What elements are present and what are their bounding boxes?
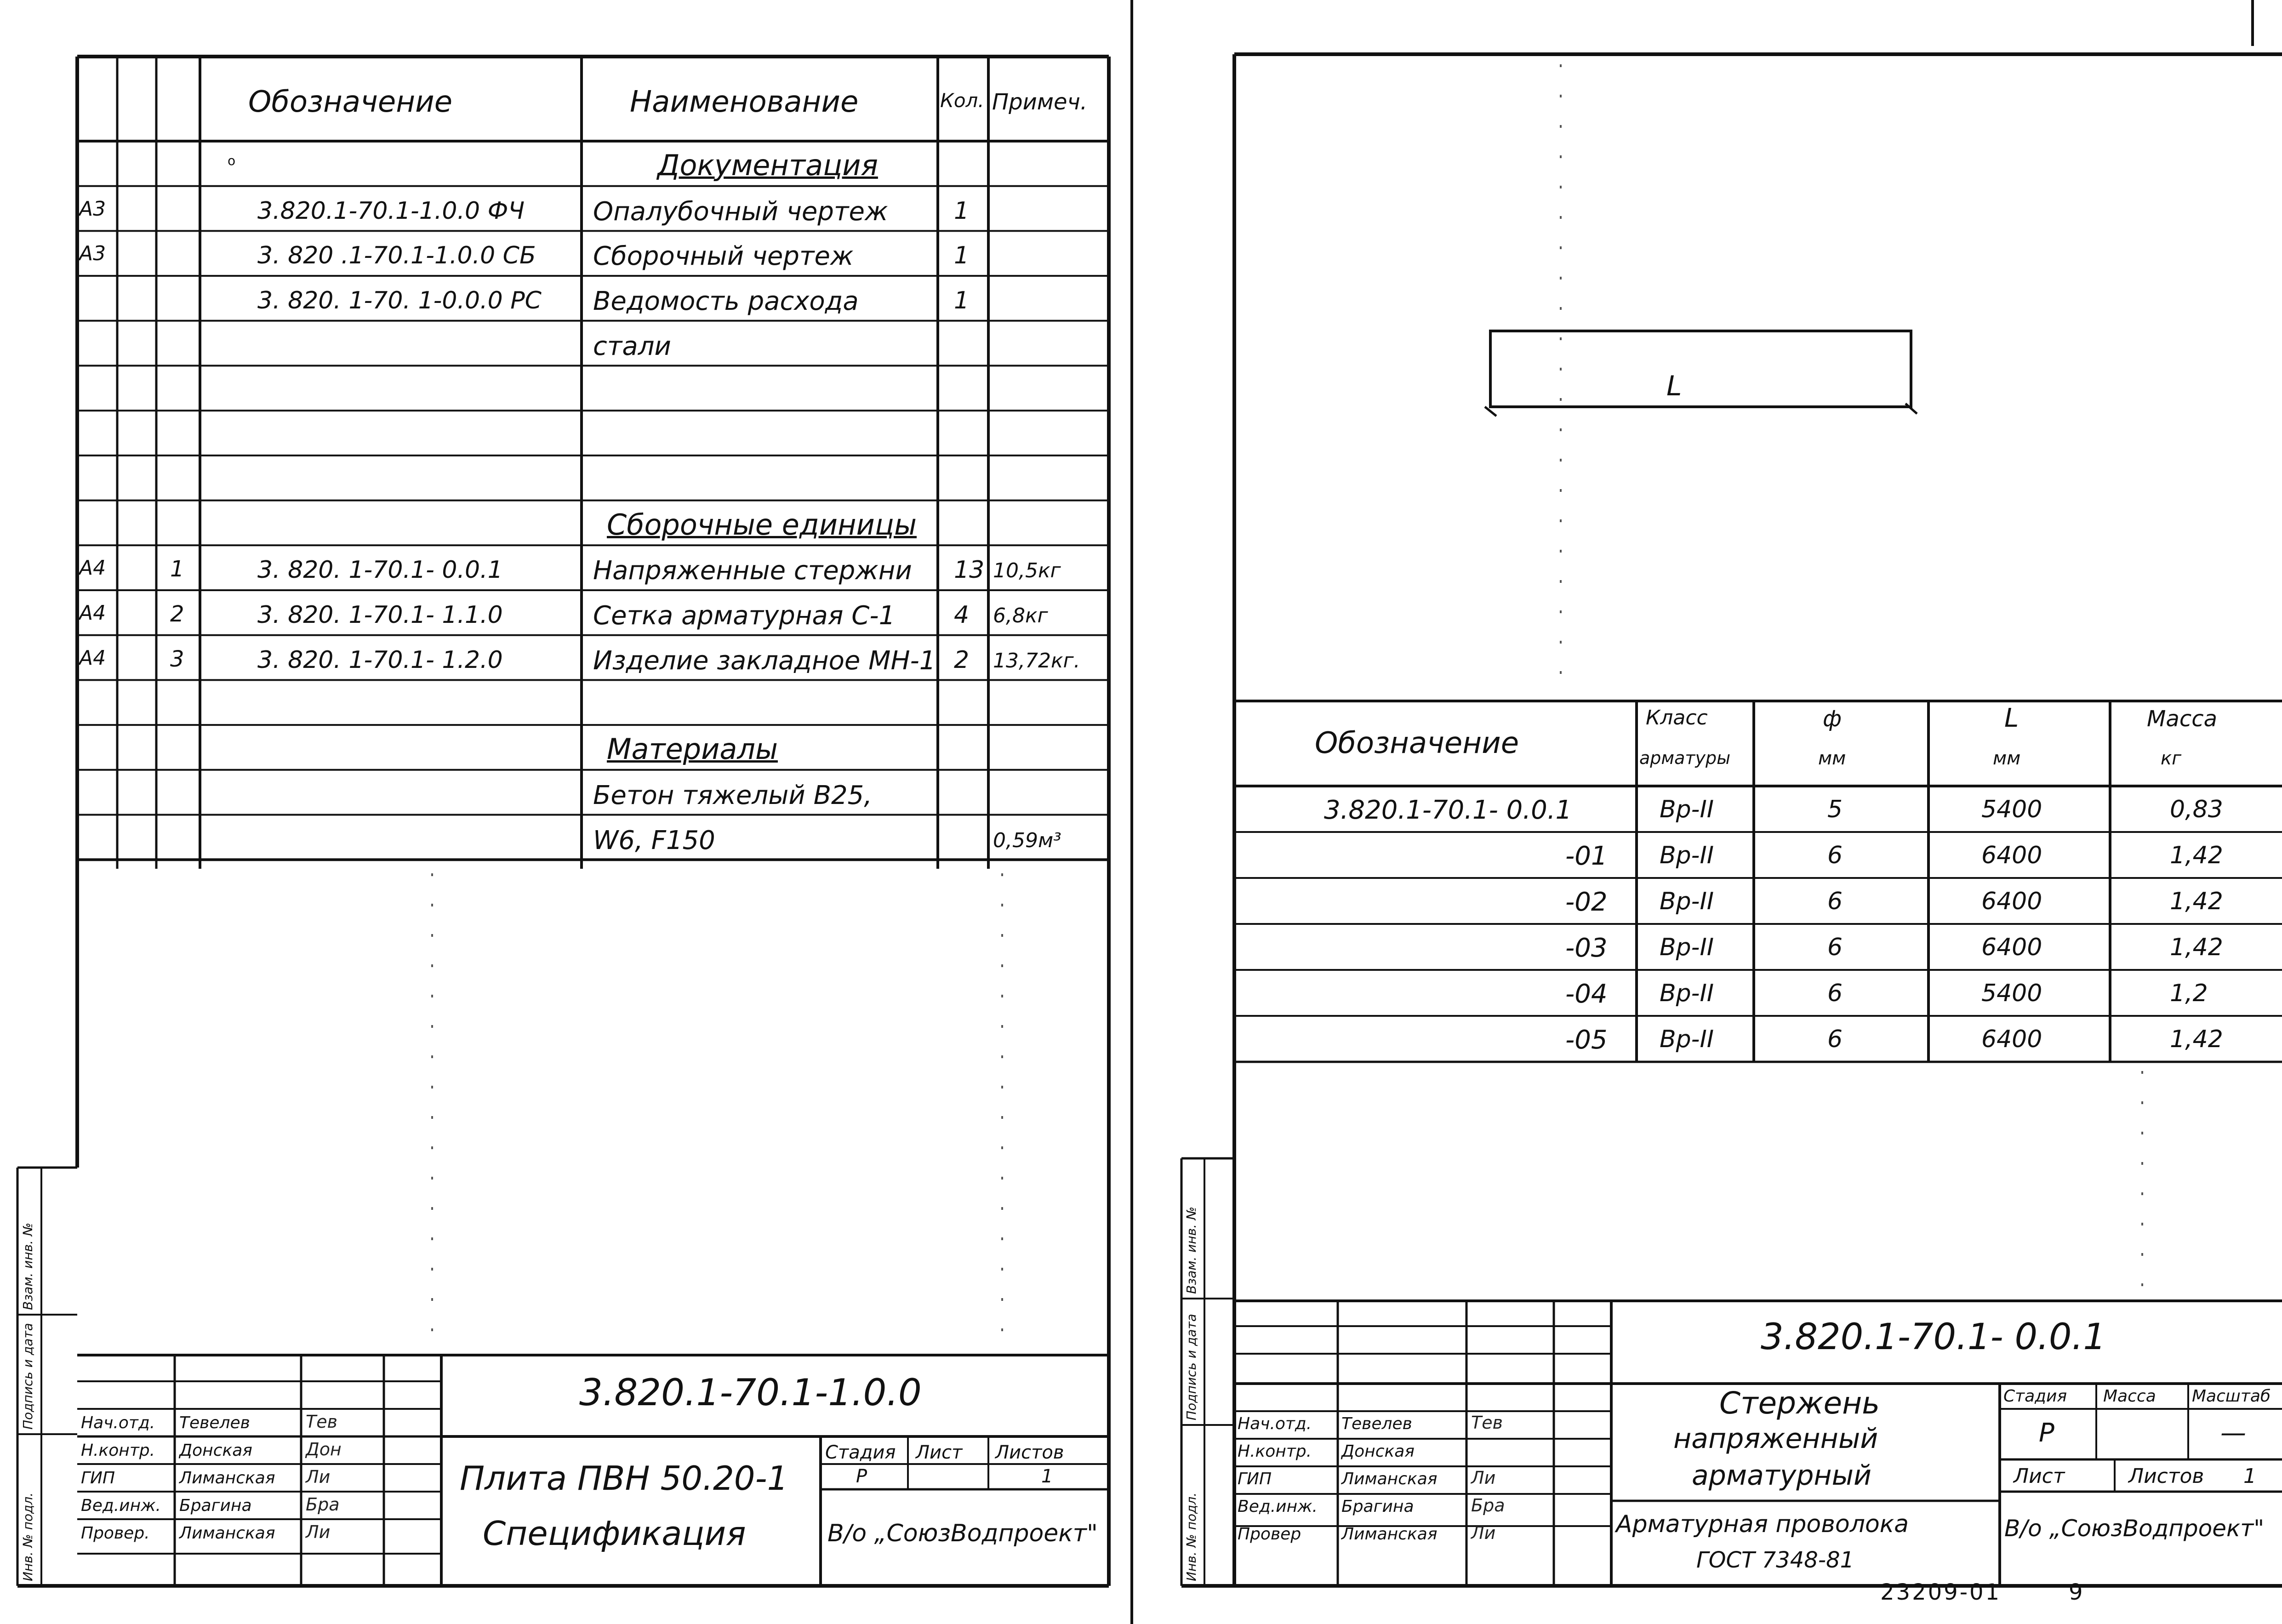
row-name: стали [593,331,671,361]
rod-length: 6400 [1981,1026,2042,1053]
right-sheets-value: 1 [2243,1464,2256,1488]
right-org: В/о „СоюзВодпроект" [2004,1515,2265,1542]
person-signature: Бра [1471,1495,1505,1516]
left-org: В/о „СоюзВодпроект" [827,1520,1098,1547]
rt-header-mass1: Масса [2147,706,2218,732]
rt-header-diam1: ф [1823,706,1842,732]
section-title: Сборочные единицы [607,507,917,541]
row-position: 1 [170,556,184,582]
header-qty: Кол. [940,89,984,112]
right-mass-label: Масса [2103,1387,2156,1406]
person-signature: Ли [306,1522,331,1542]
row-designation: 3. 820. 1-70.1- 1.1.0 [257,601,503,629]
right-material-line2: ГОСТ 7348-81 [1696,1547,1854,1573]
right-stage-label: Стадия [2003,1387,2067,1406]
row-format: А4 [79,556,106,580]
row-name: Ведомость расхода [593,286,859,317]
rt-header-designation: Обозначение [1315,726,1519,760]
side-stamp-swap: Взам. инв. № [20,1222,35,1310]
row-name: Сетка арматурная С-1 [593,601,896,631]
header-name: Наименование [630,85,859,119]
right-scale-value: — [2220,1418,2246,1448]
row-designation: 3. 820. 1-70. 1-0.0.0 РС [257,287,542,315]
rt-header-len2: мм [1993,748,2021,769]
rod-length: 6400 [1981,842,2042,869]
rod-mass: 1,42 [2170,1026,2223,1053]
rod-class: Вр-II [1660,842,1714,869]
row-format: А4 [79,601,106,625]
rod-diameter: 6 [1827,980,1843,1007]
header-designation: Обозначение [248,85,453,119]
rod-diameter: 5 [1827,796,1843,823]
person-role: Н.контр. [1238,1442,1312,1461]
person-name: Тевелев [179,1413,250,1432]
rod-class: Вр-II [1660,796,1714,823]
row-format: А4 [79,646,106,670]
r-side-stamp-swap: Взам. инв. № [1184,1206,1199,1294]
small-mark: o [228,153,236,168]
rod-designation: -05 [1565,1025,1608,1055]
rod-class: Вр-II [1660,888,1714,915]
person-role: Провер [1238,1525,1301,1544]
rt-header-len1: L [2004,703,2019,733]
row-position: 3 [170,646,184,672]
rt-header-class1: Класс [1646,706,1708,729]
rod-class: Вр-II [1660,934,1714,961]
person-name: Тевелев [1341,1414,1412,1433]
rod-mass: 1,2 [2170,980,2208,1007]
section-title: Документация [657,148,878,182]
right-sheets-label: Листов [2128,1464,2204,1488]
person-role: ГИП [81,1469,115,1487]
person-name: Лиманская [1341,1470,1438,1488]
rod-diameter: 6 [1827,1026,1843,1053]
row-designation: 3. 820 .1-70.1-1.0.0 СБ [257,242,536,270]
rod-designation: -03 [1565,933,1608,963]
left-title-line1: Плита ПВН 50.20-1 [460,1459,788,1498]
person-role: Нач.отд. [81,1413,155,1432]
rod-diameter: 6 [1827,888,1843,915]
left-sheets-value: 1 [1041,1466,1053,1487]
person-name: Лиманская [179,1524,275,1543]
person-signature: Ли [1471,1523,1496,1543]
person-role: ГИП [1238,1470,1272,1488]
row-position: 2 [170,601,184,627]
person-role: Вед.инж. [1238,1497,1318,1516]
row-note: 6,8кг [993,604,1048,627]
page-number: 9 [2069,1579,2083,1605]
row-qty: 4 [954,601,970,629]
rt-header-diam2: мм [1818,748,1846,769]
row-name: Опалубочный чертеж [593,196,888,227]
side-stamp-sign: Подпись и дата [20,1323,35,1430]
person-signature: Ли [306,1467,331,1487]
dimension-label: L [1666,370,1682,402]
person-name: Лиманская [179,1469,275,1487]
rt-header-mass2: кг [2161,748,2182,769]
row-name: Изделие закладное МН-1 [593,645,936,676]
side-stamp-inv: Инв. № подл. [20,1492,35,1581]
left-sheet-label: Лист [916,1442,963,1463]
person-role: Вед.инж. [81,1496,161,1515]
person-signature: Дон [306,1439,342,1459]
rod-designation: -04 [1565,979,1608,1009]
rod-designation: 3.820.1-70.1- 0.0.1 [1324,795,1572,825]
right-stage-value: Р [2039,1418,2054,1448]
right-doc-code: 3.820.1-70.1- 0.0.1 [1761,1316,2106,1358]
row-designation: 3. 820. 1-70.1- 0.0.1 [257,556,503,584]
rod-length: 6400 [1981,888,2042,915]
row-qty: 2 [954,646,970,674]
left-sheets-label: Листов [995,1442,1064,1463]
row-name: W6, F150 [593,825,715,855]
person-name: Брагина [1341,1497,1414,1516]
row-name: Сборочный чертеж [593,241,854,272]
rod-designation: -02 [1565,887,1608,917]
left-title-line2: Спецификация [483,1514,746,1553]
rod-mass: 1,42 [2170,934,2223,961]
left-stage-value: Р [856,1466,867,1487]
row-qty: 1 [954,197,970,225]
row-note: 0,59м³ [993,828,1061,852]
person-signature: Бра [306,1494,340,1515]
r-side-stamp-sign: Подпись и дата [1184,1314,1199,1420]
person-role: Н.контр. [81,1441,155,1460]
row-qty: 13 [954,556,985,584]
rod-mass: 0,83 [2170,796,2223,823]
right-scale-label: Масштаб [2192,1387,2271,1406]
rod-diameter: 6 [1827,934,1843,961]
footer-number: 23209-01 [1880,1579,2002,1605]
person-name: Брагина [179,1496,252,1515]
rod-designation: -01 [1565,841,1608,871]
left-doc-code: 3.820.1-70.1-1.0.0 [579,1371,922,1414]
rod-length: 5400 [1981,980,2042,1007]
rt-header-class2: арматуры [1639,748,1731,768]
person-name: Донская [179,1441,252,1460]
right-title-line3: арматурный [1692,1459,1872,1492]
rod-length: 5400 [1981,796,2042,823]
rod-class: Вр-II [1660,1026,1714,1053]
row-designation: 3. 820. 1-70.1- 1.2.0 [257,646,503,674]
person-signature: Тев [306,1412,337,1432]
row-qty: 1 [954,287,970,315]
person-role: Провер. [81,1524,150,1543]
row-format: А3 [79,242,106,266]
row-designation: 3.820.1-70.1-1.0.0 ФЧ [257,197,525,225]
rod-class: Вр-II [1660,980,1714,1007]
right-sheet-label: Лист [2014,1464,2065,1488]
row-format: А3 [79,197,106,221]
row-name: Напряженные стержни [593,556,912,586]
left-stage-label: Стадия [825,1442,896,1463]
person-signature: Тев [1471,1413,1503,1433]
right-material-line1: Арматурная проволока [1616,1510,1909,1538]
row-qty: 1 [954,242,970,270]
row-note: 13,72кг. [993,649,1080,672]
rod-diameter: 6 [1827,842,1843,869]
section-title: Материалы [607,732,778,766]
right-title-line2: напряженный [1673,1423,1878,1455]
rod-mass: 1,42 [2170,888,2223,915]
person-signature: Ли [1471,1468,1496,1488]
rod-mass: 1,42 [2170,842,2223,869]
r-side-stamp-inv: Инв. № подл. [1184,1492,1199,1581]
rod-length: 6400 [1981,934,2042,961]
row-note: 10,5кг [993,559,1061,583]
person-role: Нач.отд. [1238,1414,1312,1433]
person-name: Донская [1341,1442,1415,1461]
row-name: Бетон тяжелый В25, [593,780,873,810]
person-name: Лиманская [1341,1525,1438,1544]
right-title-line1: Стержень [1719,1385,1880,1421]
header-note: Примеч. [992,89,1088,115]
